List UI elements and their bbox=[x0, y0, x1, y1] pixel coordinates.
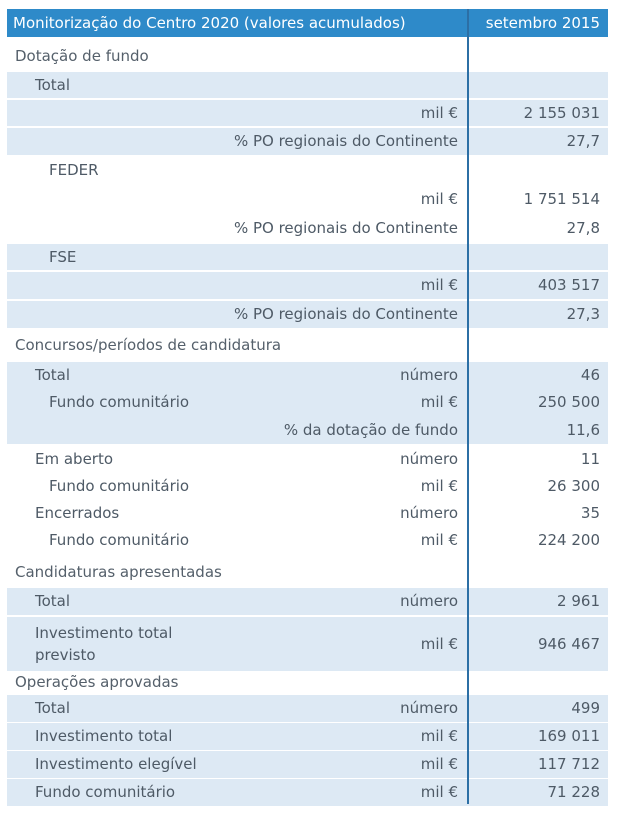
table-row bbox=[7, 723, 608, 750]
section-dotacao-title bbox=[7, 43, 608, 70]
row-value: 46 bbox=[580, 366, 600, 384]
row-label: Total bbox=[35, 366, 71, 384]
row-label: Total bbox=[35, 699, 71, 717]
table-row bbox=[7, 473, 608, 500]
row-unit: mil € bbox=[420, 393, 458, 411]
row-value: 2 961 bbox=[557, 592, 600, 610]
row-unit: mil € bbox=[420, 635, 458, 653]
row-value: 2 155 031 bbox=[523, 104, 600, 122]
table-row bbox=[7, 186, 608, 213]
section-operacoes-title bbox=[7, 669, 608, 695]
row-value: 11 bbox=[580, 450, 600, 468]
row-value: 26 300 bbox=[547, 477, 600, 495]
row-label: FEDER bbox=[49, 161, 99, 179]
row-label: FSE bbox=[49, 248, 77, 266]
row-unit: % PO regionais do Continente bbox=[233, 219, 458, 237]
table-row bbox=[7, 617, 608, 671]
row-unit: % da dotação de fundo bbox=[283, 421, 458, 439]
row-unit: mil € bbox=[420, 276, 458, 294]
section-candidaturas-title bbox=[7, 558, 608, 586]
row-label: Total bbox=[35, 76, 71, 94]
row-value: 27,8 bbox=[566, 219, 600, 237]
row-value: 499 bbox=[571, 699, 600, 717]
row-unit: % PO regionais do Continente bbox=[233, 305, 458, 323]
row-value: 169 011 bbox=[537, 727, 600, 745]
table-row bbox=[7, 128, 608, 155]
row-unit: mil € bbox=[420, 104, 458, 122]
row-value: 35 bbox=[580, 504, 600, 522]
table-row bbox=[7, 446, 608, 473]
row-unit: mil € bbox=[420, 531, 458, 549]
row-unit: % PO regionais do Continente bbox=[233, 132, 458, 150]
table-row bbox=[7, 215, 608, 242]
table-row bbox=[7, 100, 608, 126]
section-title: Operações aprovadas bbox=[15, 673, 179, 691]
row-label: Fundo comunitário bbox=[49, 531, 190, 549]
row-unit: número bbox=[400, 450, 458, 468]
table-row bbox=[7, 244, 608, 270]
table-row bbox=[7, 500, 608, 527]
row-value: 224 200 bbox=[537, 531, 600, 549]
row-unit: mil € bbox=[420, 783, 458, 801]
column-divider bbox=[467, 9, 469, 804]
row-unit: número bbox=[400, 504, 458, 522]
row-unit: mil € bbox=[420, 477, 458, 495]
section-title: Dotação de fundo bbox=[15, 47, 149, 65]
period-label: setembro 2015 bbox=[485, 14, 600, 32]
row-unit: número bbox=[400, 366, 458, 384]
table-row bbox=[7, 416, 608, 444]
table-row bbox=[7, 72, 608, 98]
table-row bbox=[7, 272, 608, 299]
row-value: 250 500 bbox=[537, 393, 600, 411]
table-header bbox=[7, 9, 608, 37]
row-unit: mil € bbox=[420, 727, 458, 745]
row-value: 1 751 514 bbox=[523, 190, 600, 208]
row-value: 946 467 bbox=[537, 635, 600, 653]
table-row bbox=[7, 362, 608, 389]
row-label: Fundo comunitário bbox=[35, 783, 176, 801]
row-unit: número bbox=[400, 592, 458, 610]
row-value: 403 517 bbox=[537, 276, 600, 294]
row-label: Investimento total bbox=[35, 727, 173, 745]
section-title: Concursos/períodos de candidatura bbox=[15, 336, 282, 354]
table-row bbox=[7, 389, 608, 416]
table-row bbox=[7, 695, 608, 722]
table-title: Monitorização do Centro 2020 (valores acumulados) bbox=[13, 14, 406, 32]
section-concursos-title bbox=[7, 331, 608, 359]
table-row bbox=[7, 751, 608, 778]
row-value: 27,7 bbox=[566, 132, 600, 150]
table-row bbox=[7, 527, 608, 554]
row-value: 71 228 bbox=[547, 783, 600, 801]
table-row bbox=[7, 157, 608, 184]
row-label: Fundo comunitário bbox=[49, 477, 190, 495]
row-unit: mil € bbox=[420, 190, 458, 208]
row-value: 117 712 bbox=[537, 755, 600, 773]
row-unit: número bbox=[400, 699, 458, 717]
row-label: Investimento total previsto bbox=[35, 624, 173, 664]
row-unit: mil € bbox=[420, 755, 458, 773]
table-row bbox=[7, 779, 608, 806]
row-value: 27,3 bbox=[566, 305, 600, 323]
row-label: Fundo comunitário bbox=[49, 393, 190, 411]
row-value: 11,6 bbox=[566, 421, 600, 439]
row-label: Total bbox=[35, 592, 71, 610]
table-row bbox=[7, 301, 608, 328]
table-row bbox=[7, 588, 608, 615]
row-label: Encerrados bbox=[35, 504, 120, 522]
section-title: Candidaturas apresentadas bbox=[15, 563, 222, 581]
row-label: Em aberto bbox=[35, 450, 114, 468]
row-label: Investimento elegível bbox=[35, 755, 197, 773]
